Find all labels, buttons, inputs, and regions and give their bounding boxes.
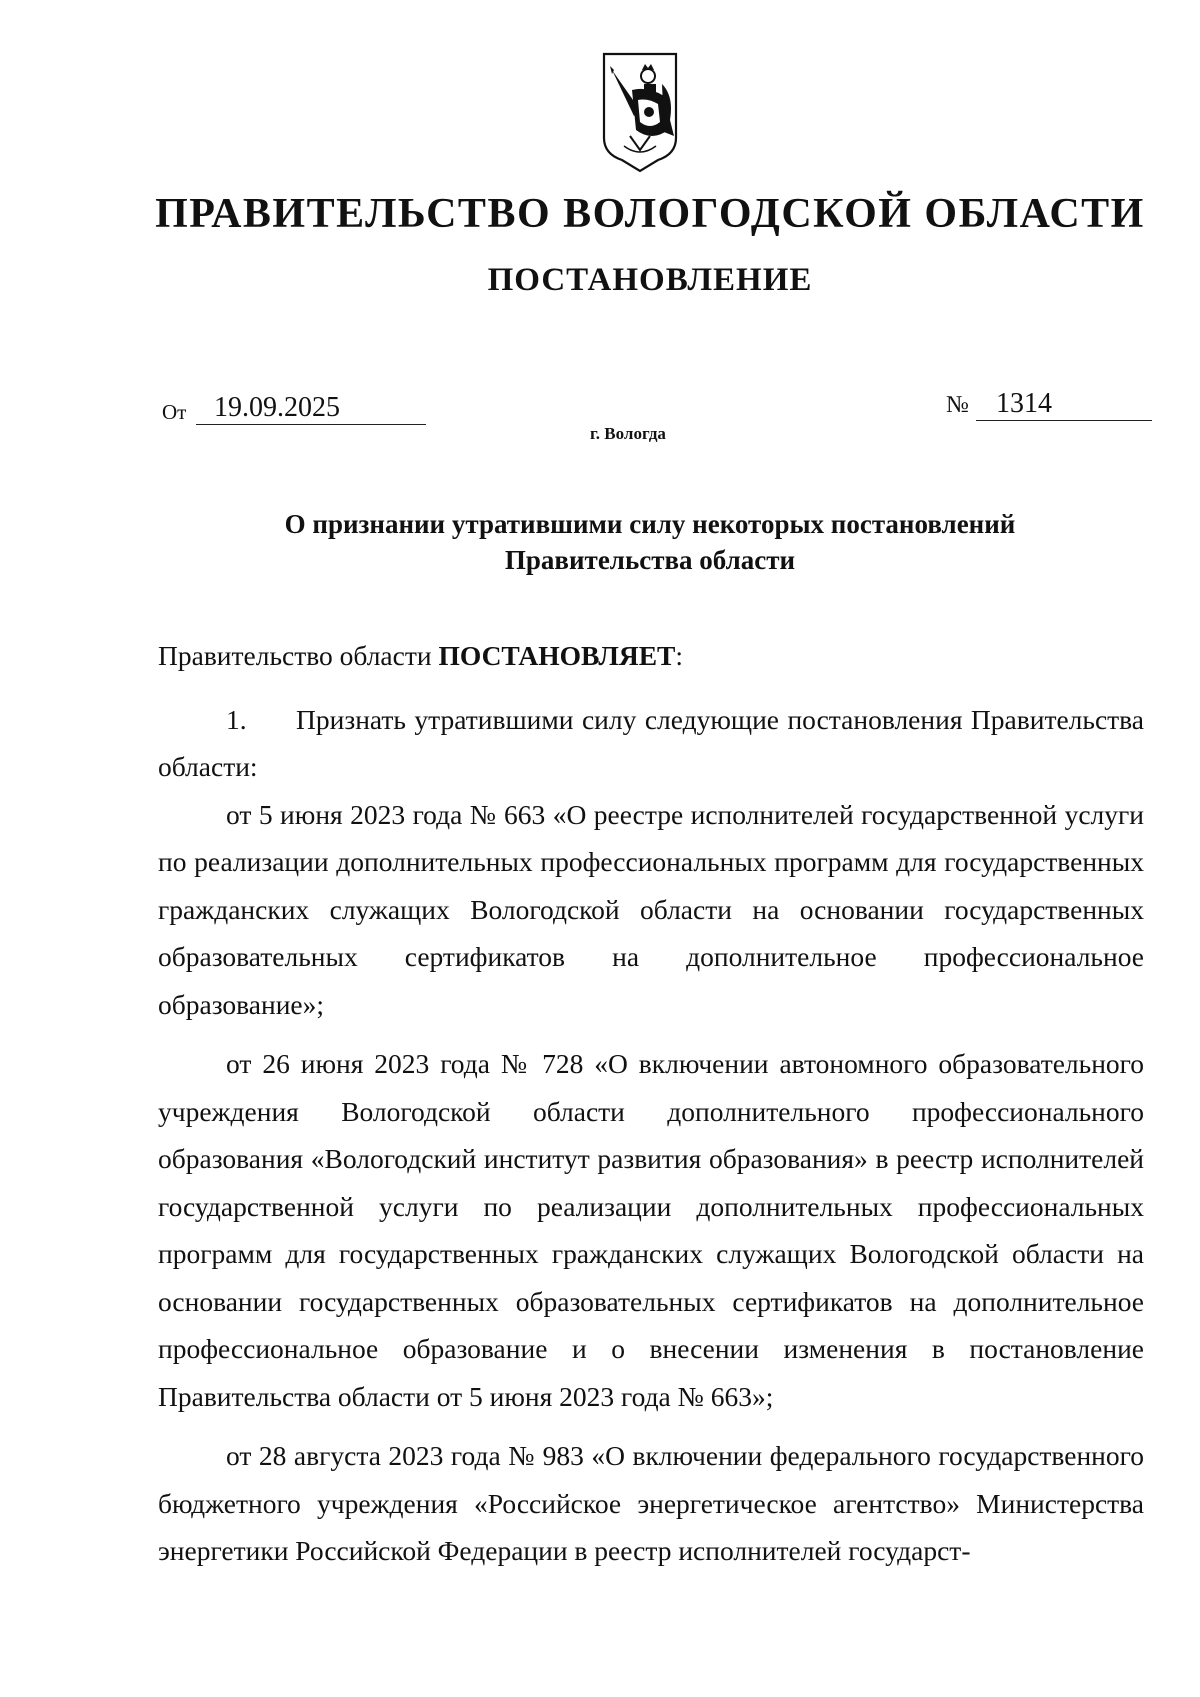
- document-date: 19.09.2025: [196, 392, 426, 425]
- city: г. Вологда: [590, 424, 666, 443]
- number-label: №: [946, 392, 969, 418]
- date-label: От: [162, 400, 187, 424]
- paragraph-1: от 5 июня 2023 года № 663 «О реестре исполнителей государственной услуги по реализации дополнительных профессиональных программ для государственных гражданских служащих Вологодской области на основании государственных образовательных сертификатов на дополнительное профессиональное образование»;: [158, 798, 1144, 1020]
- document-type: ПОСТАНОВЛЕНИЕ: [487, 262, 813, 298]
- document-number: 1314: [976, 388, 1152, 421]
- preamble-colon: :: [675, 640, 684, 671]
- paragraph-2: от 26 июня 2023 года № 728 «О включении автономного образовательного учреждения Вологодской области дополнительного профессионального образования «Вологодский институт развития образования» в реестр исполнителей государственной услуги по реализации дополнительных профессиональных программ для государственных гражданских служащих Вологодской области на основании государственных образовательных сертификатов на дополнительное профессиональное образование и о внесении изменения в постановление Правительства области от 5 июня 2023 года № 663»;: [158, 1048, 1144, 1412]
- document-body: [158, 632, 1144, 1575]
- government-name: ПРАВИТЕЛЬСТВО ВОЛОГОДСКОЙ ОБЛАСТИ: [155, 191, 1145, 237]
- item-number: 1.: [226, 703, 247, 735]
- preamble: [158, 632, 1144, 680]
- item-text: Признать утратившими силу следующие постановления Правительства области:: [158, 703, 1144, 782]
- document-title-line-2: Правительства области: [504, 545, 796, 575]
- document-title: [160, 506, 1140, 578]
- document-title-line-1: О признании утратившими силу некоторых постановлений: [284, 509, 1016, 539]
- paragraph-3: от 28 августа 2023 года № 983 «О включении федерального государственного бюджетного учреждения «Российское энергетическое агентство» Министерства энергетики Российской Федерации в реестр исполнителей государст-: [158, 1440, 1144, 1566]
- list-item: [158, 696, 1144, 791]
- preamble-text: Правительство области: [158, 640, 439, 671]
- preamble-resolves: ПОСТАНОВЛЯЕТ: [438, 640, 676, 671]
- coat-of-arms-icon: [600, 50, 680, 175]
